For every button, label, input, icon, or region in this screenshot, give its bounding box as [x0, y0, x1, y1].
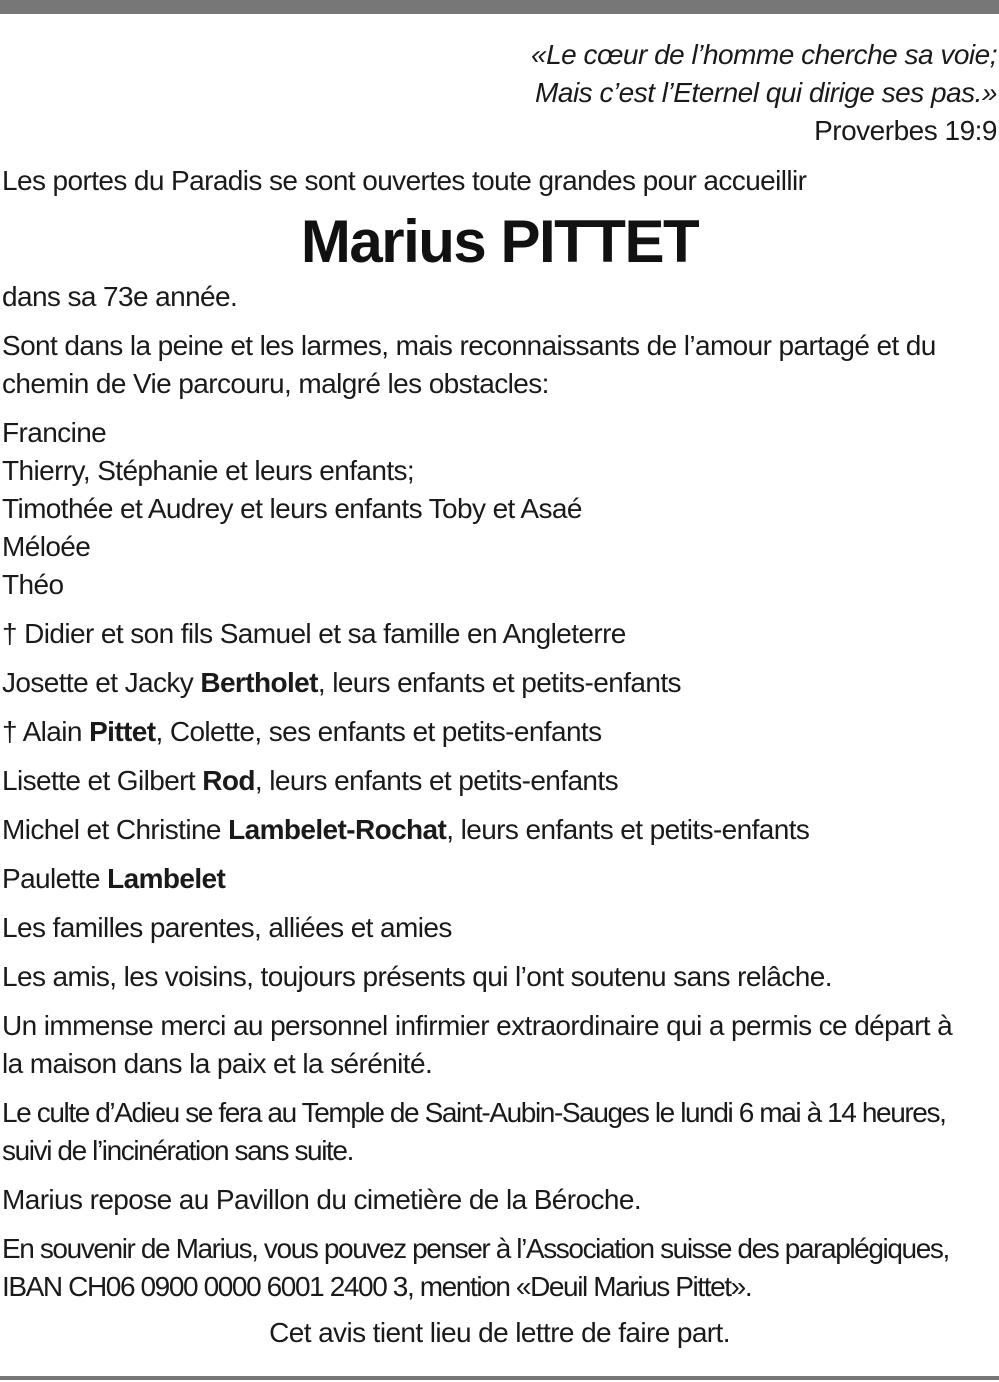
relative-bertholet — [2, 664, 997, 702]
thanks-line-1: Un immense merci au personnel infirmier extraordinaire qui a permis ce départ à — [2, 1010, 953, 1041]
relative-surname: Bertholet — [200, 667, 318, 698]
mourners-intro — [2, 327, 997, 403]
bottom-border — [0, 1376, 999, 1380]
donation-line-1: En souvenir de Marius, vous pouvez penser à l’Association suisse des paraplégiques, — [2, 1233, 949, 1264]
relative-lambelet — [2, 860, 997, 898]
relative-surname: Lambelet — [107, 863, 226, 894]
quote-reference: Proverbes 19:9 — [814, 115, 997, 146]
donation-line-2: IBAN CH06 0900 0000 6001 2400 3, mention «Deuil Marius Pittet». — [2, 1271, 752, 1302]
mourners-intro-line-1: Sont dans la peine et les larmes, mais reconnaissants de l’amour partagé et du — [2, 330, 936, 361]
relative-rod — [2, 762, 997, 800]
service-paragraph — [2, 1094, 997, 1170]
thanks-paragraph — [2, 1007, 997, 1083]
quote-line-2: Mais c’est l’Eternel qui dirige ses pas.» — [535, 77, 997, 108]
top-border — [0, 0, 999, 14]
obituary-notice — [2, 36, 997, 1352]
family-member: Théo — [2, 569, 64, 600]
family-member: Thierry, Stéphanie et leurs enfants; — [2, 455, 415, 486]
relative-surname: Rod — [202, 765, 255, 796]
relative-text: , Colette, ses enfants et petits-enfants — [155, 716, 602, 747]
relative-text: Paulette — [2, 863, 108, 894]
age-line: dans sa 73e année. — [2, 281, 238, 312]
relative-text: Michel et Christine — [2, 814, 229, 845]
relative-lambelet-rochat — [2, 811, 997, 849]
friends-line: Les amis, les voisins, toujours présents qui l’ont soutenu sans relâche. — [2, 961, 832, 992]
relative-text: , leurs enfants et petits-enfants — [446, 814, 810, 845]
relative-text: † Alain — [2, 716, 90, 747]
relative-text: , leurs enfants et petits-enfants — [317, 667, 681, 698]
intro-text: Les portes du Paradis se sont ouvertes toute grandes pour accueillir — [2, 165, 807, 196]
bible-quote — [2, 36, 997, 112]
deceased-name: Marius PITTET — [300, 208, 699, 275]
family-member: Francine — [2, 417, 107, 448]
service-line-1: Le culte d’Adieu se fera au Temple de Saint-Aubin-Sauges le lundi 6 mai à 14 heures, — [2, 1097, 946, 1128]
family-member: Timothée et Audrey et leurs enfants Toby et Asaé — [2, 493, 582, 524]
closing-line: Cet avis tient lieu de lettre de faire part. — [269, 1317, 730, 1348]
mourners-intro-line-2: chemin de Vie parcouru, malgré les obstacles: — [2, 368, 549, 399]
relative-text: , leurs enfants et petits-enfants — [254, 765, 618, 796]
donation-paragraph — [2, 1230, 997, 1306]
relative-surname: Pittet — [89, 716, 156, 747]
relative-didier: † Didier et son fils Samuel et sa famille en Angleterre — [2, 618, 626, 649]
family-member: Méloée — [2, 531, 91, 562]
service-line-2: suivi de l’incinération sans suite. — [2, 1135, 353, 1166]
family-list — [2, 414, 997, 604]
rest-line: Marius repose au Pavillon du cimetière de la Béroche. — [2, 1184, 641, 1215]
thanks-line-2: la maison dans la paix et la sérénité. — [2, 1048, 433, 1079]
relative-text: Josette et Jacky — [2, 667, 201, 698]
families-line: Les familles parentes, alliées et amies — [2, 912, 452, 943]
quote-line-1: «Le cœur de l’homme cherche sa voie; — [531, 39, 997, 70]
relative-pittet — [2, 713, 997, 751]
relative-text: Lisette et Gilbert — [2, 765, 203, 796]
relative-surname: Lambelet-Rochat — [228, 814, 447, 845]
